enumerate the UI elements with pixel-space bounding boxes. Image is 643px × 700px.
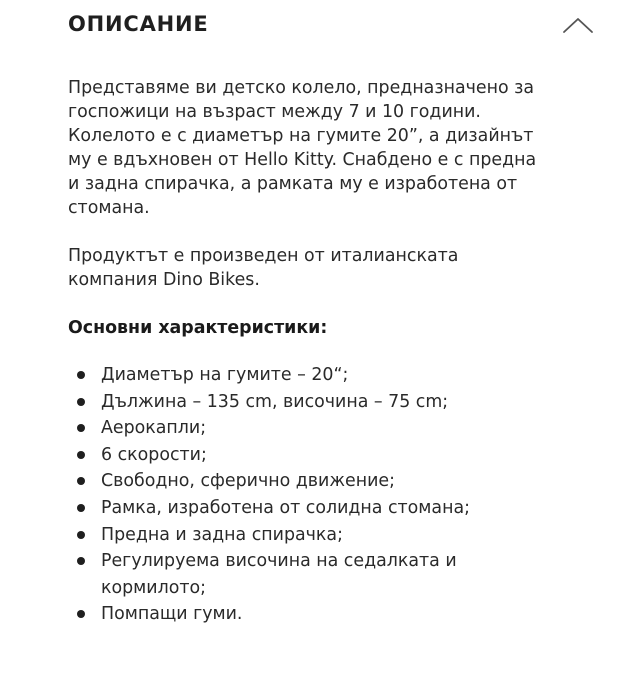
bullet-icon (77, 531, 85, 539)
bullet-icon (77, 610, 85, 618)
list-item (68, 522, 541, 549)
manufacturer-paragraph: Продуктът е произведен от италианската компания Dino Bikes. (68, 246, 459, 290)
list-item-text: Дължина – 135 cm, височина – 75 cm; (101, 391, 449, 412)
list-item-text: Рамка, изработена от солидна стомана; (101, 497, 470, 518)
list-item-text: Аерокапли; (101, 418, 207, 439)
list-item-text: Свободно, сферично движение; (101, 471, 395, 492)
bullet-icon (77, 451, 85, 459)
bullet-icon (77, 477, 85, 485)
list-item (68, 548, 541, 601)
section-title: ОПИСАНИЕ (68, 12, 209, 36)
bullet-icon (77, 557, 85, 565)
description-paragraph: Представяме ви детско колело, предназначено за госпожици на възраст между 7 и 10 години. Колелото е с диаметър на гумите 20”, а дизайнът му е вдъхновен от Hello Kitty. Снабдено е с предна и задна спирачка, а рамката му е изработена от стомана. (68, 78, 537, 218)
list-item (68, 495, 541, 522)
list-item (68, 362, 541, 389)
list-item-text: Диаметър на гумите – 20“; (101, 365, 349, 385)
features-heading: Основни характеристики: (68, 318, 328, 338)
bullet-icon (77, 504, 85, 512)
list-item (68, 415, 541, 442)
description-header[interactable] (68, 8, 598, 48)
list-item (68, 389, 541, 416)
bullet-icon (77, 398, 85, 406)
list-item (68, 601, 541, 628)
list-item (68, 442, 541, 469)
bullet-icon (77, 371, 85, 379)
chevron-up-icon[interactable] (560, 10, 596, 40)
description-content (68, 76, 628, 628)
features-list (68, 362, 628, 628)
list-item-text: 6 скорости; (101, 444, 207, 465)
list-item-text: Регулируема височина на седалката и кормилото; (101, 551, 457, 598)
list-item-text: Предна и задна спирачка; (101, 524, 343, 545)
list-item (68, 468, 541, 495)
bullet-icon (77, 424, 85, 432)
list-item-text: Помпащи гуми. (101, 604, 243, 625)
